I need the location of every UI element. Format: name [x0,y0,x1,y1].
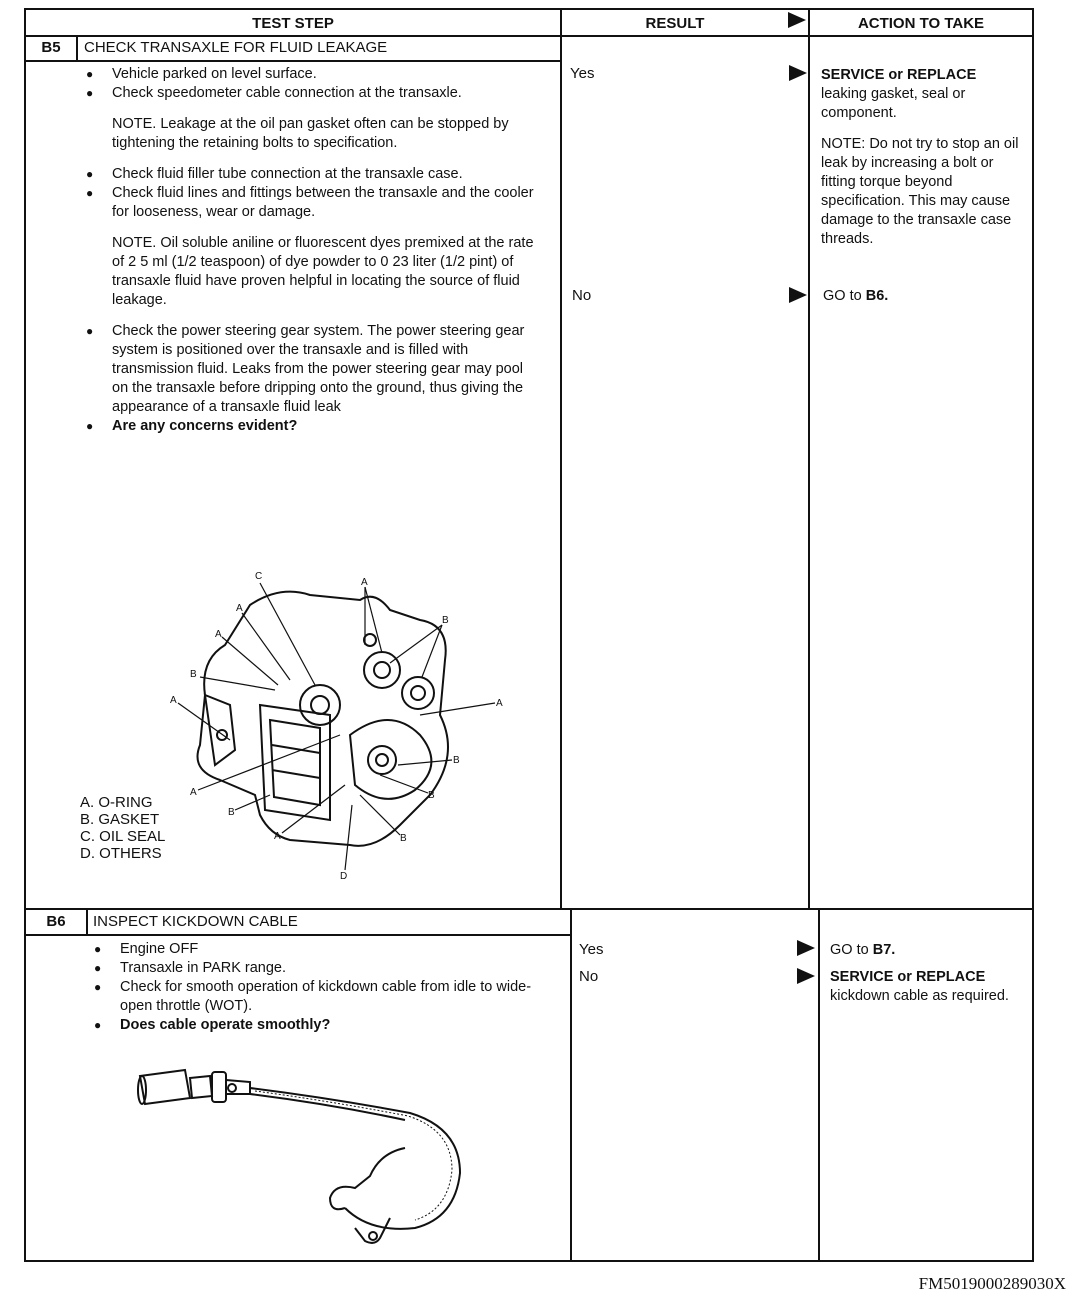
callout-label: B [453,755,460,766]
b5-note-1: NOTE. Leakage at the oil pan gasket often can be stopped by tightening the retaining bolts to specification. [112,116,509,151]
action-text: kickdown cable as required. [830,988,1009,1004]
action-bold: SERVICE or REPLACE [830,969,986,985]
b5-yes-action [821,66,1031,249]
callout-label: B [428,790,435,801]
b5-bullet: ● Check speedometer cable connection at the transaxle. [86,84,536,103]
b5-bullet: ● Check fluid lines and fittings between the transaxle and the cooler for looseness, wear or damage. [86,184,536,222]
action-prefix: GO to [830,942,873,958]
legend-item: B. GASKET [80,811,160,828]
document-code: FM5019000289030X [918,1274,1066,1293]
b6-bullet: ● Check for smooth operation of kickdown cable from idle to wide-open throttle (WOT). [94,978,544,1016]
arrow-icon [797,940,815,956]
b5-bullet: ● Check fluid filler tube connection at the transaxle case. [86,165,536,184]
b5-bullet: ● Check the power steering gear system. The power steering gear system is positioned over the transaxle and is filled with transmission fluid. Leaks from the power steering gear may pool on the transaxle before dripping onto the ground, thus giving the appearance of a transaxle fluid leak [86,322,536,417]
b6-bullet: ● Engine OFF [94,940,544,959]
legend-item: A. O-RING [80,794,153,811]
b5-question: ● Are any concerns evident? [86,417,536,436]
action-target[interactable]: B6. [865,288,889,304]
legend-item: C. OIL SEAL [80,828,166,845]
callout-label: B [442,615,449,626]
callout-label: A [496,698,503,709]
action-text: leaking gasket, seal or component. [821,86,966,121]
step-title-b5: CHECK TRANSAXLE FOR FLUID LEAKAGE [84,39,388,56]
b6-result-no: No [579,968,599,985]
b5-result-yes: Yes [570,65,595,82]
step-id-b5: B5 [41,39,61,56]
header-arrow-icon [788,12,806,28]
b6-instructions [94,940,544,1035]
b5-note-2: NOTE. Oil soluble aniline or fluorescent dyes premixed at the rate of 2 5 ml (1/2 teaspoon) of dye powder to 0 23 liter (1/2 pint) of transaxle fluid have proven helpful in locating the source of fluid leakage. [112,235,534,308]
b6-bullet: ● Transaxle in PARK range. [94,959,544,978]
step-id-b6: B6 [46,913,66,930]
callout-label: B [190,669,197,680]
legend-item: D. OTHERS [80,845,162,862]
action-bold: SERVICE or REPLACE [821,67,977,83]
b5-no-action [823,287,888,306]
header-test-step: TEST STEP [252,14,334,32]
callout-label: B [400,833,407,844]
callout-label: A [215,629,222,640]
action-prefix: GO to [823,288,866,304]
callout-label: C [255,571,263,582]
callout-label: D [340,871,348,882]
header-result: RESULT [645,14,705,32]
callout-label: A [236,603,243,614]
header-action: ACTION TO TAKE [857,14,985,32]
b5-result-no: No [572,287,592,304]
arrow-icon [789,65,807,81]
arrow-icon [789,287,807,303]
arrow-icon [797,968,815,984]
b6-yes-action [830,941,895,960]
b5-instructions [86,65,536,436]
b5-legend [80,794,165,862]
b6-question: ● Does cable operate smoothly? [94,1016,544,1035]
b5-yes-note: NOTE: Do not try to stop an oil leak by increasing a bolt or fitting torque beyond specification. This may cause damage to the transaxle case threads. [821,136,1019,247]
callout-label: B [228,807,235,818]
callout-label: A [190,787,197,798]
b5-bullet: ● Vehicle parked on level surface. [86,65,536,84]
b6-result-yes: Yes [579,941,604,958]
callout-label: A [361,577,368,588]
b6-no-action [830,968,1025,1006]
transaxle-illustration [160,565,520,885]
step-title-b6: INSPECT KICKDOWN CABLE [93,913,298,930]
callout-label: A [274,831,281,842]
kickdown-cable-illustration [130,1058,480,1248]
action-target[interactable]: B7. [872,942,896,958]
callout-label: A [170,695,177,706]
